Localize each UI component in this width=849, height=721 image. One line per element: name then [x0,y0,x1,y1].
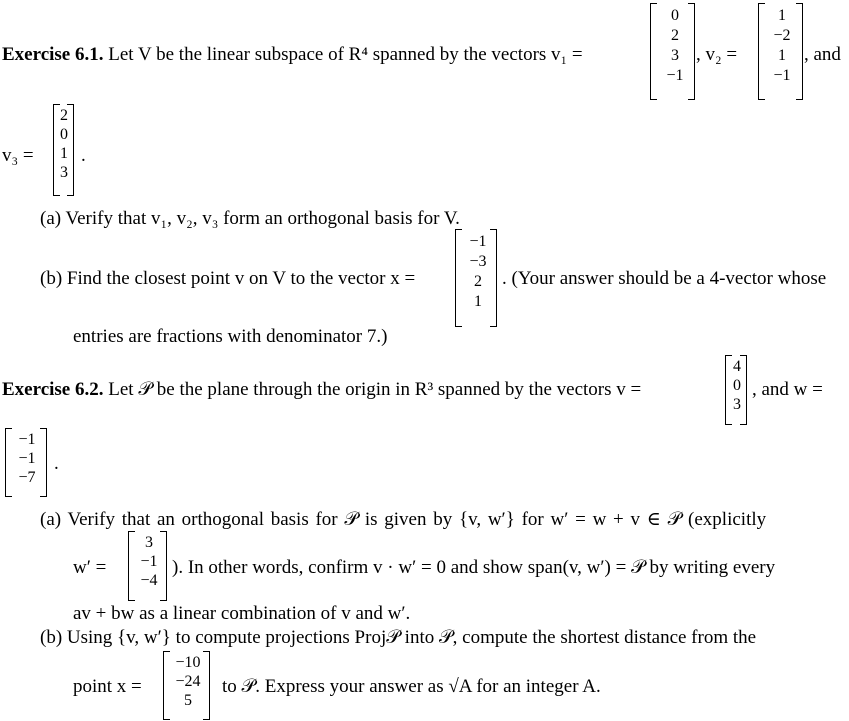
v2-entry: 1 [778,7,786,24]
vector-x2 [168,653,208,710]
v2-entry: −1 [773,67,791,84]
wprime-entry: 3 [145,534,153,551]
part-a: (a) Verify that v₁, v₂, v₃ form an orthogonal basis for V. [40,208,460,229]
and-w: , and w = [752,379,823,400]
part-b-cont: entries are fractions with denominator 7.) [73,326,388,347]
w-entry: −1 [18,450,36,467]
x2-entry: −10 [175,654,201,671]
v1-entry: −1 [666,67,684,84]
wprime-entry: −4 [140,572,158,589]
part-a-line3: av + bw as a linear combination of v and w′. [73,603,411,624]
v1-entry: 0 [671,7,679,24]
x2-entry: 5 [184,692,192,709]
bracket-right [40,428,47,497]
bracket-left [650,3,657,100]
v-entry: 0 [733,377,741,394]
exercise-intro: Let 𝒫 be the plane through the origin in R³ spanned by the vectors v = [108,379,642,400]
x-entry: 2 [474,273,482,290]
part-b-line1: (b) Using {v, w′} to compute projections Proj𝒫 into 𝒫, compute the shortest distance from the [40,627,757,648]
wprime-entry: −1 [140,553,158,570]
bracket-right [796,3,803,100]
part-b: (b) Find the closest point v on V to the vector x = [40,268,416,289]
exercise-label: Exercise 6.2. [2,379,104,400]
bracket-right [160,531,167,601]
v3-entry: 0 [60,126,68,143]
part-b-line2: to 𝒫. Express your answer as √A for an integer A. [222,676,601,697]
v3-label: v₃ = [2,145,34,166]
bracket-right [67,104,74,196]
bracket-right [688,3,695,100]
v3-entry: 1 [60,145,68,162]
period: . [54,453,59,474]
x-entry: −1 [469,233,487,250]
x-entry: 1 [474,293,482,310]
w-entry: −1 [18,431,36,448]
exercise-6-2-line1 [2,380,641,399]
vector-v2 [764,6,800,86]
w-entry: −7 [18,469,36,486]
v3-entry: 3 [60,164,68,181]
x-entry: −3 [469,253,487,270]
v1-entry: 3 [671,47,679,64]
x2-entry: −24 [175,673,201,690]
part-a-line1: (a) Verify that an orthogonal basis for 𝒫 is given by {v, w′} for w′ = w + v ∈ 𝒫 (explicitly [40,509,767,530]
period: . [81,145,86,166]
v-entry: 3 [733,396,741,413]
part-a-line2: ). In other words, confirm v · w′ = 0 and show span(v, w′) = 𝒫 by writing every [172,557,776,578]
part-b-x-label: point x = [73,676,142,697]
v2-entry: −2 [773,27,791,44]
exercise-label: Exercise 6.1. [2,44,104,65]
bracket-right [203,651,210,720]
exercise-6-1-line1 [2,45,583,64]
bracket-right [490,229,497,327]
sep-v2: , v₂ = [696,44,738,65]
exercise-intro: Let V be the linear subspace of R⁴ spanned by the vectors v₁ = [108,44,583,65]
bracket-left [455,229,462,327]
and-text: , and [804,44,841,65]
part-b-tail: . (Your answer should be a 4-vector whose [502,268,827,289]
wprime-label: w′ = [73,557,107,578]
v2-entry: 1 [778,47,786,64]
bracket-right [740,355,747,425]
v1-entry: 2 [671,27,679,44]
v-entry: 4 [733,358,741,375]
v3-entry: 2 [60,107,68,124]
